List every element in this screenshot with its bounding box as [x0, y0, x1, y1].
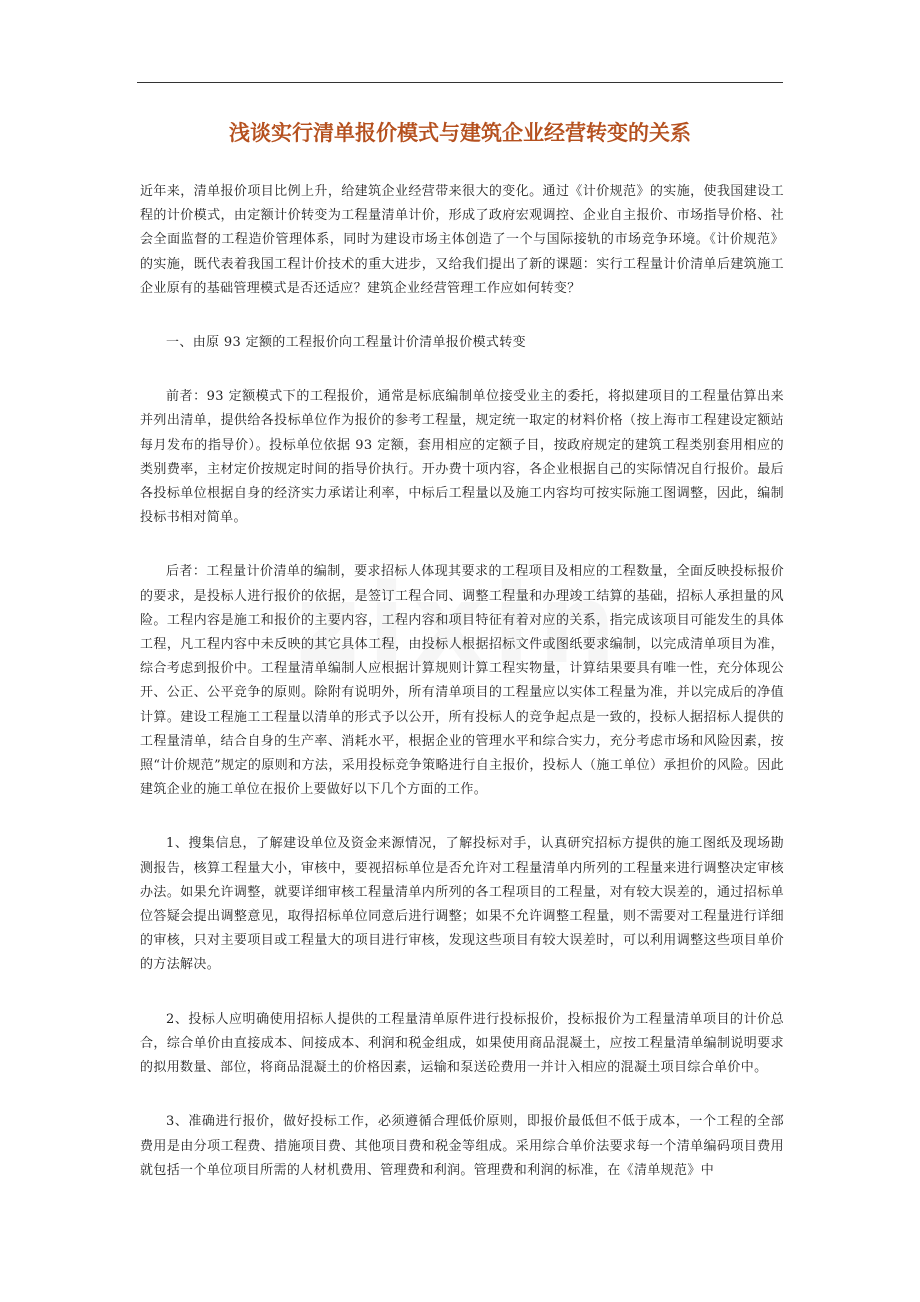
- document-body: [140, 180, 784, 1213]
- document-title: 浅谈实行清单报价模式与建筑企业经营转变的关系: [229, 121, 691, 145]
- paragraph-item-1: 1、搜集信息，了解建设单位及资金来源情况，了解投标对手，认真研究招标方提供的施工图纸及现场勘测报告，核算工程量大小，审核中，要视招标单位是否允许对工程量清单内所列的工程量来进行调整决定审核办法。如果允许调整，就要详细审核工程量清单内所列的各工程项目的工程量，对有较大误差的，通过招标单位答疑会提出调整意见，取得招标单位同意后进行调整；如果不允许调整工程量，则不需要对工程量进行详细的审核，只对主要项目或工程量大的项目进行审核，发现这些项目有较大误差时，可以利用调整这些项目单价的方法解决。: [140, 836, 784, 973]
- paragraph-latter: 后者：工程量计价清单的编制，要求招标人体现其要求的工程项目及相应的工程数量，全面反映投标报价的要求，是投标人进行报价的依据，是签订工程合同、调整工程量和办理竣工结算的基础，招标人承担量的风险。工程内容是施工和报价的主要内容，工程内容和项目特征有着对应的关系，指完成该项目可能发生的具体工程，凡工程内容中未反映的其它具体工程，由投标人根据招标文件或图纸要求编制，以完成清单项目为准，综合考虑到报价中。工程量清单编制人应根据计算规则计算工程实物量，计算结果要具有唯一性，充分体现公开、公正、公平竞争的原则。除附有说明外，所有清单项目的工程量应以实体工程量为准，并以完成后的净值计算。建设工程施工工程量以清单的形式予以公开，所有投标人的竞争起点是一致的，投标人据招标人提供的工程量清单，结合自身的生产率、消耗水平，根据企业的管理水平和综合实力，充分考虑市场和风险因素，按照“计价规范”规定的原则和方法，采用投标竞争策略进行自主报价，投标人（施工单位）承担价的风险。因此建筑企业的施工单位在报价上要做好以下几个方面的工作。: [140, 564, 784, 798]
- paragraph-former: 前者：93 定额模式下的工程报价，通常是标底编制单位接受业主的委托，将拟建项目的工程量估算出来并列出清单，提供给各投标单位作为报价的参考工程量，规定统一取定的材料价格（按上海市工程建设定额站每月发布的指导价）。投标单位依据 93 定额，套用相应的定额子目，按政府规定的建筑工程类别套用相应的类别费率，主材定价按规定时间的指导价执行。开办费十项内容，各企业根据自己的实际情况自行报价。最后各投标单位根据自身的经济实力承诺让利率，中标后工程量以及施工内容均可按实际施工图调整，因此，编制投标书相对简单。: [140, 389, 784, 526]
- section-heading-1: 一、由原 93 定额的工程报价向工程量计价清单报价模式转变: [166, 335, 526, 351]
- paragraph-intro: 近年来，清单报价项目比例上升，给建筑企业经营带来很大的变化。通过《计价规范》的实施，使我国建设工程的计价模式，由定额计价转变为工程量清单计价，形成了政府宏观调控、企业自主报价、市场指导价格、社会全面监督的工程造价管理体系，同时为建设市场主体创造了一个与国际接轨的市场竞争环境。《计价规范》的实施，既代表着我国工程计价技术的重大进步，又给我们提出了新的课题：实行工程量计价清单后建筑施工企业原有的基础管理模式是否还适应？建筑企业经营管理工作应如何转变？: [140, 184, 784, 296]
- paragraph-item-2: 2、投标人应明确使用招标人提供的工程量清单原件进行投标报价，投标报价为工程量清单项目的计价总合，综合单价由直接成本、间接成本、利润和税金组成，如果使用商品混凝土，应按工程量清单编制说明要求的拟用数量、部位，将商品混凝土的价格因素，运输和泵送砼费用一并计入相应的混凝土项目综合单价中。: [140, 1011, 784, 1076]
- header-rule: [137, 82, 783, 83]
- paragraph-item-3: 3、准确进行报价，做好投标工作，必须遵循合理低价原则，即报价最低但不低于成本，一个工程的全部费用是由分项工程费、措施项目费、其他项目费和税金等组成。采用综合单价法要求每一个清单编码项目费用就包括一个单位项目所需的人材机费用、管理费和利润。管理费和利润的标准，在《清单规范》中: [140, 1114, 784, 1178]
